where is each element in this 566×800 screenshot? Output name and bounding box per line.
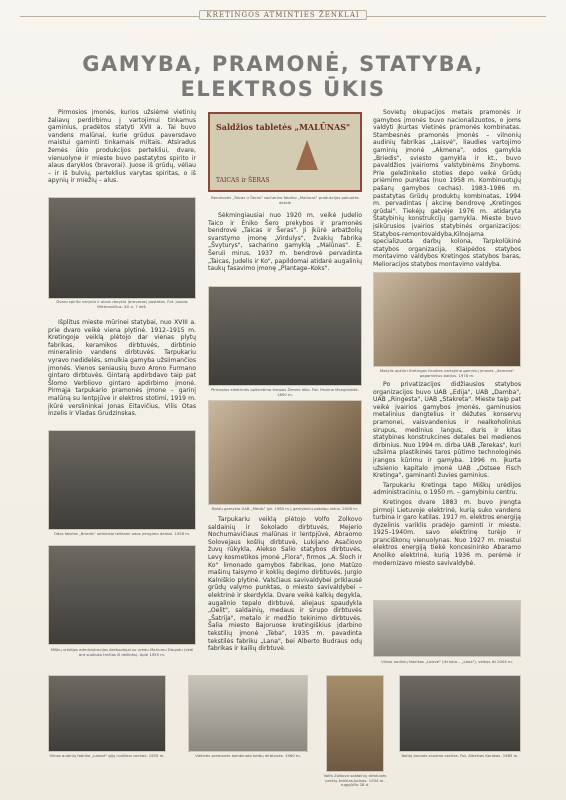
odos-factory-caption: Odos fabrike „Briedis" odininkai telkiami odos įrengimo darbai. 1958 m. xyxy=(53,531,191,536)
column-2-text-a xyxy=(208,212,362,275)
col3-paragraph-3: Tarpukariu Kretinga tapo Miškų urėdijos administraciniu, o 1950 m. – gamybiniu centru. xyxy=(373,481,521,497)
child-furniture-photo xyxy=(373,272,521,367)
label-card-brand: TAICAS ir ŠERAS xyxy=(216,177,270,184)
page-title: GAMYBA, PRAMONĖ, STATYBA, ELEKTROS ŪKIS xyxy=(82,52,484,101)
electricity-photo xyxy=(208,286,362,386)
forestry-staff-photo xyxy=(48,545,196,645)
furniture-factory-caption: Baldų gamykla UAB „Mėdis" (pt. 1980 m.) gamybinių patalpų vidus. 2008 m. xyxy=(211,506,359,511)
sewing-shop-photo xyxy=(399,675,521,752)
brewery-photo xyxy=(48,197,196,299)
forestry-staff-caption: Miškų urėdijos administracijos darbuotojai su urėdu Mariumu Daujotu (sėdi ant suoliuko trečias iš dešinės). Apie 1955 m. xyxy=(50,647,194,657)
odos-factory-photo xyxy=(48,430,196,530)
label-card-title: Saldžios tabletės „MALŪNAS" xyxy=(216,122,351,132)
furniture-factory-photo xyxy=(208,400,362,505)
column-3-text-a xyxy=(373,109,521,270)
col2-paragraph-2: Tarpukariu veiklą plėtojo Volfo Zolkovo saldainių ir šokolado dirbtuvės, Mejerio Nochumavičiaus malūnas ir lentpjūvė, Abraomo Solovejaus košlių dirbtuvė, Lukijano Asačiovo žuvų rūkykla, Alekso Salio statybos dirbtuvės, Levy kosmetikos įmonė „Flora", firmos „A. Šloch ir Ko" limonado gamybos fabrikas, Jono Matūzo mašinų taisymo ir koklių degimo dirbtuvės, Jurgio Kalniškio plytinė. Valsčiaus savivaldybei priklausė grūdų valymo punktas, o miesto savivaldybei – elektrinė ir skerdykla. Dvare veikė kalkių degykla, augalinio tepalo dirbtuvė, aliejaus spaudykla „Oelit", saldainių, medaus ir sirupo dirbtuvės „Šatrija", metalo ir medžio tekinimo dirbtuvės. Šalia miesto Bajoruose kretingiškius įdarbino tekstilių įmonė „Teba", 1935 m. pavadinta tekstilės fabriku „Lana", bei Alberto Budraus odų fabrikas ir kailių dirbtuvė. xyxy=(208,516,362,653)
malunas-label-image xyxy=(208,112,362,192)
col1-paragraph-1: Pirmosios įmonės, kurios užsiėmė vietinių žaliavų perdirbimu į vartojimui tinkamus gaminius, pradėtos statyti XVII a. Tai buvo vandens malūnai, kurie grūdus paversdavo maistui gaminti tinkamais miltais. Atsiradus žemės ūkio produkcijos pertekliui, dvare, vienuolyne ir mieste buvo pastatytos spirito ir alaus daryklos (bravorai). Juose iš grūdų, vėliau – ir iš bulvių, perteklius varytas spiritas, o iš apynių ir miežių – alus. xyxy=(48,109,196,185)
sewing-shop-caption: Baldų įmonės siuvimo cechas. Fot. Albertas Karokas. 1965 m. xyxy=(401,753,519,758)
col2-paragraph-1: Sėkmingiausiai nuo 1920 m. veikė Judelio Taico ir Eniko Šero prekybos ir pramonės bendrovė „Taicas ir Šeras". Ji įkūrė arbatžolių svarstymo įmonę „Virdulys", žvakių fabriką „Švyturys", sacharino gamyklą „Malūnas". E. Šeruii mirus, 1937 m. bendrovė pervadinta „Taicas, Judelis ir Ko", papildomai atidarė augalinių taukų fasavimo įmonę „Plantage–Koks". xyxy=(208,212,362,273)
trademark-document-caption: Volfo Zolkovo saldainių dirbtuvės prekių ženklas-kalnas. 1934 m. rugpjūčio 28 d. xyxy=(323,773,387,788)
label-caption: Bendrovės „Taicas ir Šeras" sacharino fabriko „Malūnas" produkcijos pakuotės detalė xyxy=(211,195,359,205)
column-1-text-b xyxy=(48,319,196,420)
workshop-building-caption: Vietinės pramonės kombinato baldų dirbtuvės. 1960 m. xyxy=(195,753,301,758)
header-label-text: KRETINGOS ATMINTIES ŽENKLAI xyxy=(199,10,366,20)
column-1-text-a xyxy=(48,109,196,187)
col3-paragraph-2: Po privatizacijos didžiausios statybos organizacijos buvo UAB „Edija", UAB „Damba", UAB „Ringesta", UAB „Stakreta". Mieste taip pat veikė įvairios gamybos įmonės, gaminusios metalinius dangtelius ir dėžutes konservų pramonei, vaisvandenius ir nealkoholinius sirupus, medinius langus, duris ir kitas statybines konstrukcines detales bei medienos dirbinius. Nuo 1994 m. dirba UAB „Terekas", kuri užsiima plastikinės taros pūtimo technologinės įrangos kūrimu ir gamyba. 1996 m. įkurta užsienio kapitalo įmonė UAB „Ostsee Fisch Kretinga", gaminanti žuvies gaminius. xyxy=(373,381,521,480)
laisve-factory-photo xyxy=(373,600,521,657)
column-2-text-b xyxy=(208,516,362,655)
electricity-caption: Pirmosios elektrinės apšvietimo lempos Žemės ūkio. Fot. Paulina Mongirdaitė. 1890 m. xyxy=(211,387,359,397)
trademark-document-photo xyxy=(326,675,384,772)
col3-paragraph-1: Sovietų okupacijos metais pramonės ir gamybos įmonės buvo nacionalizuotos, o joms valdyti įkurtas Vietinės pramonės kombinatas. Stambesnės pramonės įmonės – vilnonių audinių fabrikas „Laisvė", liaudies vartojimo gaminių įmonė „Akmena", odos gamykla „Briedis", sviesto gamykla ir kt., buvo pavaldžios įvairioms valstybinėms žinyboms. Prie geležinkelio stoties depo veikė Grūdų priėmimo punktas (nuo 1958 m. Kombinuotųjų pašarų gamybos cechas). 1983–1986 m. pastatytas Grūdų produktų kombinatas, 1994 m. pervadintas į akcinę bendrovę „Kretingos grūdai". Tiekėjų gatvėje 1976 m. atidaryta Statybinių konstrukcijų gamykla. Mieste buvo įsikūrusios įvairios statybinės organizacijos: Statybos-remontovaldyba,Kilnojama specializuota darbų kolona, Tarpkolūkinė statybos organizacija, Klaipėdos statybos montavimo valdybos Kretingos statybos baras, Melioracijos statybos montavimo valdyba. xyxy=(373,109,521,268)
brewery-caption: Dvaro spirito varykla ir alaus darykla (bravoras) pastatas. Fot. Juozas Mikėnavičius. XX a. 7 dėš. xyxy=(56,299,188,309)
col1-paragraph-2: Išplitus mieste mūrinei statybai, nuo XVIII a. prie dvaro veikė viena plytinė. 1912–1915 m. Kretingoje veiklą plėtojo dar vienas plytų fabrikas, keramikos dirbtuvės, dirbtinio mineralinio vandens dirbtuvės. Tarpukariu vyravo nedidelės, smulkia gamyba užsiimančios įmonės. Vienos seniausių buvo Arono Furmano gintaro dirbtuvės. Gintarą apdirbdavo taip pat Šlomo Verbliovo gintaro apdirbimo įmonė. Pirmąja tarpukario pramonės įmone – garinį malūną su lentpjūve ir elektros stotimi, 1919 m. įkūrė verslininkai Jonas Eitavičius, Vilis Otas Inzelis ir Vladas Grudzinskas. xyxy=(48,319,196,418)
windmill-icon xyxy=(296,140,318,170)
header-label xyxy=(0,11,566,19)
column-3-text-b xyxy=(373,381,521,569)
col3-paragraph-4: Kretingos dvare 1883 m. buvo įrengta pirmoji Lietuvoje elektrinė, kurią suko vandens turbina ir garo katilas. 1917 m. elektros energiją dyzelinis variklis pradėjo gaminti ir mieste. 1925–1940m. savo elektrinę turėjo ir pranciškonų vienuolynas. Nuo 1927 m. miestui elektros energiją tiekė koncesininko Abaramo Anoliko elektrinė, kurią 1936 m. perėmė ir modernizavo miesto savivaldybė. xyxy=(373,498,521,567)
laisve-factory-caption: Vilnos audinių fabrikas „Laisvė" (iki karo – „Lana"), veikęs iki 2004 m. xyxy=(381,659,513,664)
child-furniture-caption: Mažylis apžiūri Kretingos liaudies vartojimo gaminių įmonės „Akmena" pagamintus baldus. 1978 m. xyxy=(379,368,515,378)
spinning-shop-photo xyxy=(48,675,166,752)
spinning-shop-caption: Vilnos audinių fabriko „Laisvė" gijų ruošimo cechas. 1955 m. xyxy=(49,753,165,758)
workshop-building-photo xyxy=(188,675,308,752)
